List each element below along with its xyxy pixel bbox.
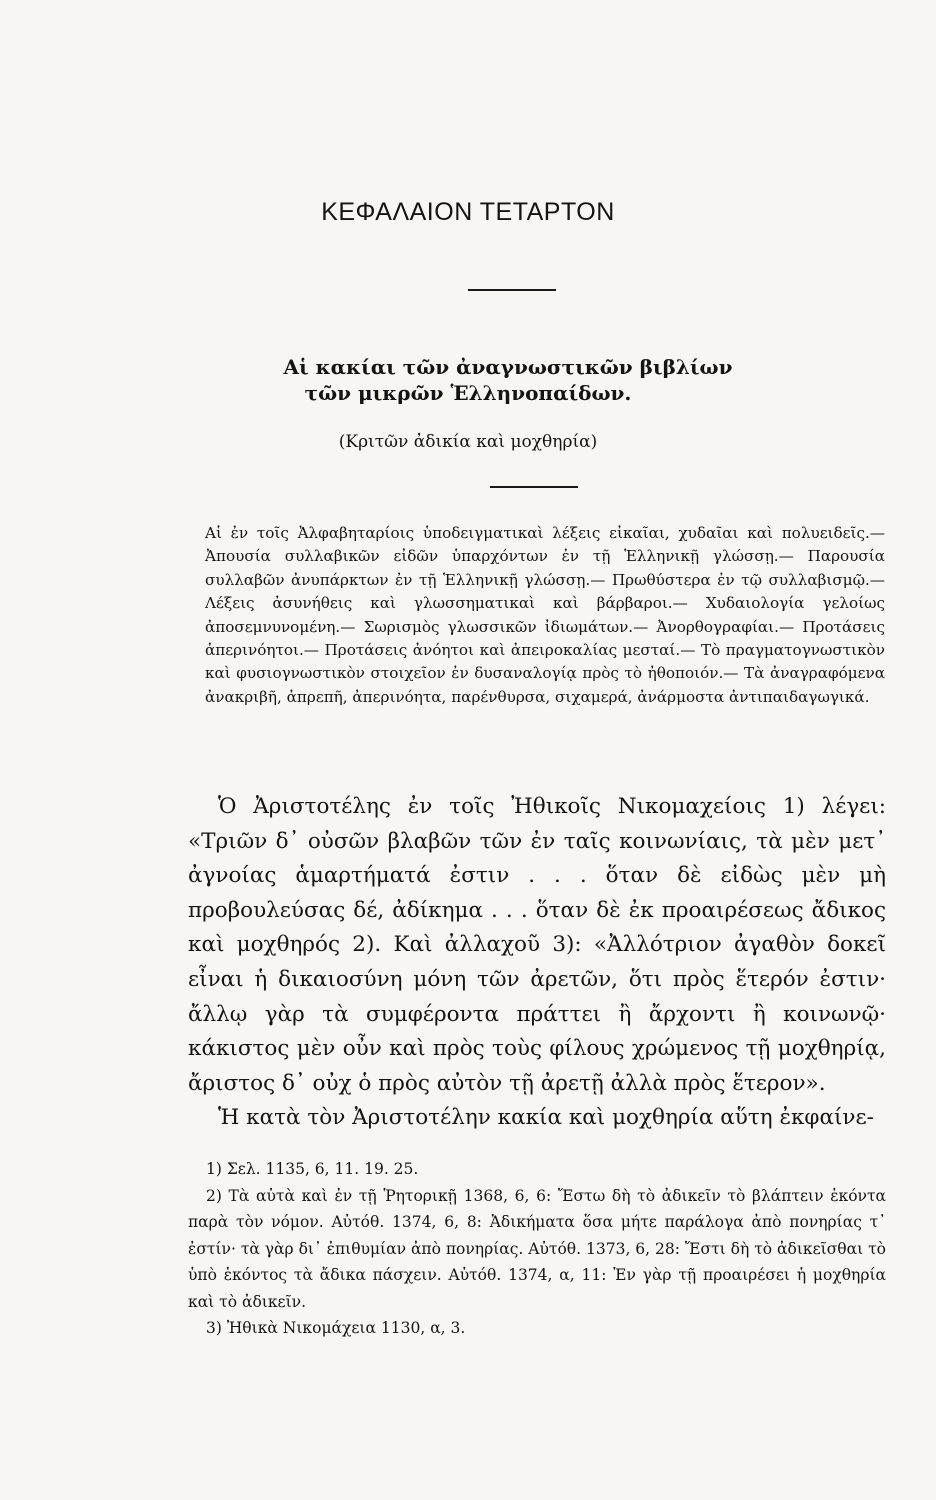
footnote-2: 2) Τὰ αὐτὰ καὶ ἐν τῇ Ῥητορικῇ 1368, 6, 6: Ἔστω δὴ τὸ ἀδικεῖν τὸ βλάπτειν ἑκόντα παρὰ τὸν νόμον. Αὐτόθ. 1374, 6, 8: Ἀδικήματα ὅσα μήτε παράλογα ἀπὸ πονηρίας τ᾿ ἐστίν· τὰ γὰρ δι᾿ ἐπιθυμίαν ἀπὸ πονηρίας. Αὐτόθ. 1373, 6, 28: Ἔστι δὴ τὸ ἀδικεῖσθαι τὸ ὑπὸ ἑκόντος τὰ ἄδικα πάσχειν. Αὐτόθ. 1374, α, 11: Ἐν γὰρ τῇ προαιρέσει ἡ μοχθηρία καὶ τὸ ἀδικεῖν. — [188, 1186, 887, 1311]
heading-line-1: Αἱ κακίαι τῶν ἀναγνωστικῶν βιβλίων — [283, 355, 733, 379]
body-paragraph-1: Ὁ Ἀριστοτέλης ἐν τοῖς Ἠθικοῖς Νικομαχείοις 1) λέγει: «Τριῶν δ᾿ οὐσῶν βλαβῶν τῶν ἐν ταῖς κοινωνίαις, τὰ μὲν μετ᾿ ἀγνοίας ἁμαρτήματά ἐστιν . . . ὅταν δὲ εἰδὼς μὲν μὴ προβουλεύσας δέ, ἀδίκημα . . . ὅταν δὲ ἐκ προαιρέσεως ἄδικος καὶ μοχθηρός 2). Καὶ ἀλλαχοῦ 3): «Ἀλλότριον ἀγαθὸν δοκεῖ εἶναι ἡ δικαιοσύνη μόνη τῶν ἀρετῶν, ὅτι πρὸς ἕτερόν ἐστιν· ἄλλῳ γὰρ τὰ συμφέροντα πράττει ἢ ἄρχοντι ἢ κοινωνῷ· κάκιστος μὲν οὖν καὶ πρὸς τοὺς φίλους χρώμενος τῇ μοχθηρίᾳ, ἄριστος δ᾿ οὐχ ὁ πρὸς αὐτὸν τῇ ἀρετῇ ἀλλὰ πρὸς ἕτερον». — [188, 794, 886, 1096]
body-paragraph-2: Ἡ κατὰ τὸν Ἀριστοτέλην κακία καὶ μοχθηρία αὕτη ἐκφαίνε- — [218, 1105, 874, 1131]
heading-subtitle: (Κριτῶν ἀδικία καὶ μοχθηρία) — [338, 432, 598, 452]
footnote-3: 3) Ἠθικὰ Νικομάχεια 1130, α, 3. — [206, 1319, 466, 1337]
chapter-summary — [205, 522, 885, 709]
body-text — [188, 790, 886, 1136]
divider-rule — [490, 486, 578, 488]
summary-text: Αἱ ἐν τοῖς Ἀλφαβηταρίοις ὑποδειγματικαὶ λέξεις εἰκαῖαι, χυδαῖαι καὶ πολυειδεῖς.— Ἀπουσία συλλαβικῶν εἰδῶν ὑπαρχόντων ἐν τῇ Ἑλληνικῇ γλώσσῃ.— Παρουσία συλλαβῶν ἀνυπάρκτων ἐν τῇ Ἑλληνικῇ γλώσσῃ.— Πρωθύστερα ἐν τῷ συλλαβισμῷ.— Λέξεις ἀσυνήθεις καὶ γλωσσηματικαὶ καὶ βάρβαροι.— Χυδαιολογία γελοίως ἀποσεμνυνομένη.— Σωρισμὸς γλωσσικῶν ἰδιωμάτων.— Ἀνορθογραφίαι.— Προτάσεις ἀπερινόητοι.— Προτάσεις ἀνόητοι καὶ ἀπειροκαλίας μεσταί.— Τὸ πραγματογνωστικὸν καὶ φυσιογνωστικὸν στοιχεῖον ἐν δυσαναλογίᾳ πρὸς τὸ ἠθοποιόν.— Τὰ ἀναγραφόμενα ἀνακριβῆ, ἀπρεπῆ, ἀπερινόητα, παρένθυρσα, σιχαμερά, ἀνάρμοστα ἀντιπαιδαγωγικά. — [205, 524, 885, 706]
footnote-1: 1) Σελ. 1135, 6, 11. 19. 25. — [206, 1160, 419, 1178]
divider-rule — [468, 289, 556, 291]
heading-line-2: τῶν μικρῶν Ἑλληνοπαίδων. — [304, 381, 632, 405]
footnotes — [188, 1156, 886, 1342]
chapter-title: ΚΕΦΑΛΑΙΟΝ ΤΕΤΑΡΤΟΝ — [321, 198, 615, 226]
